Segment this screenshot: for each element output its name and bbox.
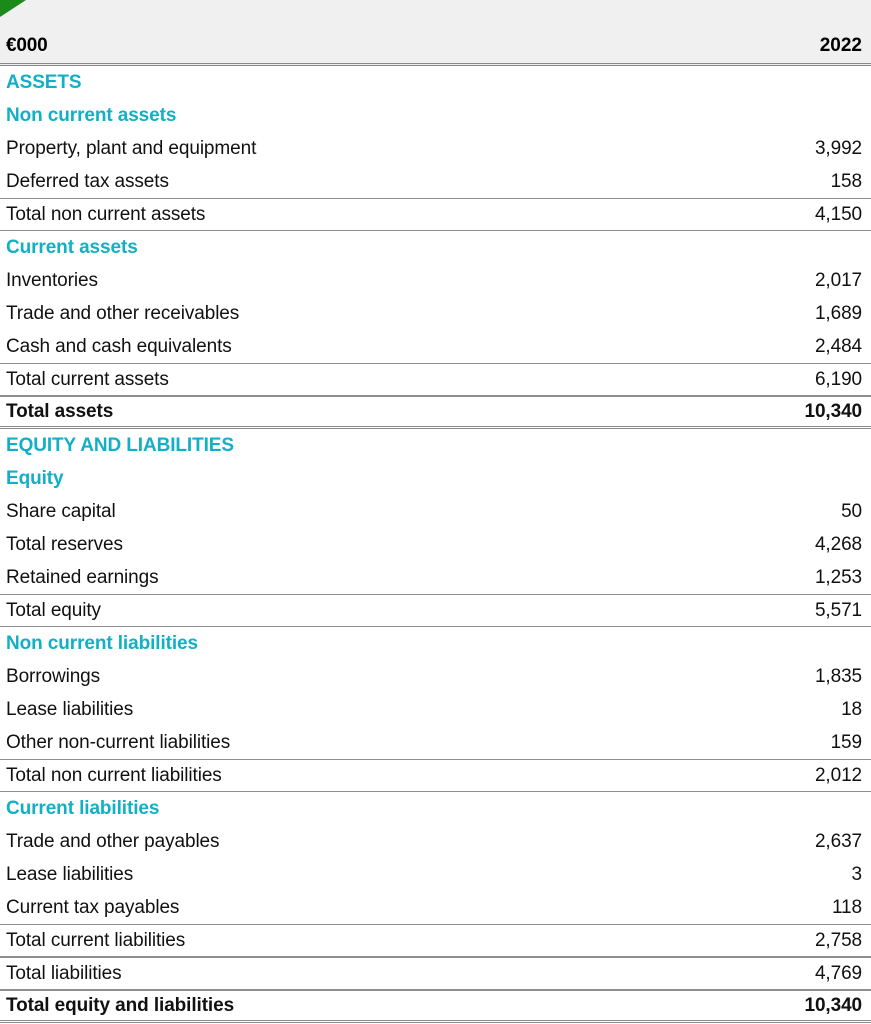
statement-row-lease-liabilities-current xyxy=(0,858,871,891)
row-label: Non current liabilities xyxy=(6,632,198,654)
year-column-header: 2022 xyxy=(819,35,862,56)
green-triangle-marker-icon xyxy=(0,0,26,17)
statement-row-non-current-assets-heading xyxy=(0,99,871,132)
statement-row-total-reserves xyxy=(0,528,871,561)
row-value: 159 xyxy=(830,731,862,753)
row-value: 3,992 xyxy=(814,137,862,159)
row-label: Share capital xyxy=(6,500,116,522)
row-label: Retained earnings xyxy=(6,566,159,588)
row-label: Total reserves xyxy=(6,533,123,555)
statement-row-total-non-current-assets xyxy=(0,198,871,231)
statement-row-assets-heading xyxy=(0,66,871,99)
row-value: 50 xyxy=(841,500,862,522)
row-value: 4,150 xyxy=(814,203,862,225)
row-label: Trade and other receivables xyxy=(6,302,240,324)
statement-row-inventories xyxy=(0,264,871,297)
row-label: Total current liabilities xyxy=(6,929,186,951)
row-value: 4,268 xyxy=(814,533,862,555)
statement-row-retained-earnings xyxy=(0,561,871,594)
row-label: Cash and cash equivalents xyxy=(6,335,232,357)
row-value: 10,340 xyxy=(804,400,862,422)
statement-row-lease-liabilities-non-current xyxy=(0,693,871,726)
row-label: Deferred tax assets xyxy=(6,170,169,192)
row-label: Total assets xyxy=(6,400,114,422)
row-label: Other non-current liabilities xyxy=(6,731,231,753)
row-value: 1,835 xyxy=(814,665,862,687)
row-value: 2,758 xyxy=(814,929,862,951)
row-label: Total equity and liabilities xyxy=(6,994,235,1016)
statement-row-other-non-current-liabilities xyxy=(0,726,871,759)
statement-row-share-capital xyxy=(0,495,871,528)
statement-row-cash-and-cash-equivalents xyxy=(0,330,871,363)
row-value: 158 xyxy=(830,170,862,192)
row-value: 1,253 xyxy=(814,566,862,588)
statement-row-property-plant-equipment xyxy=(0,132,871,165)
row-label: Current assets xyxy=(6,236,138,258)
row-value: 3 xyxy=(851,863,862,885)
row-label: Lease liabilities xyxy=(6,863,134,885)
statement-row-non-current-liabilities-heading xyxy=(0,627,871,660)
row-value: 10,340 xyxy=(804,994,862,1016)
row-value: 118 xyxy=(832,896,862,918)
row-label: Equity xyxy=(6,467,64,489)
row-value: 2,637 xyxy=(814,830,862,852)
row-label: ASSETS xyxy=(6,71,82,93)
balance-sheet-rows xyxy=(0,66,871,1023)
statement-row-current-assets-heading xyxy=(0,231,871,264)
row-label: Total equity xyxy=(6,599,101,621)
row-label: Non current assets xyxy=(6,104,177,126)
statement-row-total-current-assets xyxy=(0,363,871,396)
row-label: Lease liabilities xyxy=(6,698,134,720)
row-value: 5,571 xyxy=(814,599,862,621)
statement-row-trade-other-receivables xyxy=(0,297,871,330)
row-label: EQUITY AND LIABILITIES xyxy=(6,434,234,456)
statement-row-equity-liabilities-heading xyxy=(0,429,871,462)
row-label: Property, plant and equipment xyxy=(6,137,257,159)
statement-row-total-equity-and-liabilities xyxy=(0,990,871,1023)
row-label: Total current assets xyxy=(6,368,169,390)
statement-row-borrowings xyxy=(0,660,871,693)
statement-row-current-liabilities-heading xyxy=(0,792,871,825)
row-label: Current tax payables xyxy=(6,896,180,918)
statement-row-total-non-current-liabilities xyxy=(0,759,871,792)
row-value: 2,017 xyxy=(814,269,862,291)
statement-row-total-current-liabilities xyxy=(0,924,871,957)
statement-row-current-tax-payables xyxy=(0,891,871,924)
row-value: 2,012 xyxy=(814,764,862,786)
statement-row-deferred-tax-assets xyxy=(0,165,871,198)
statement-row-total-equity xyxy=(0,594,871,627)
column-header-row xyxy=(0,29,871,63)
row-value: 2,484 xyxy=(814,335,862,357)
statement-row-equity-heading xyxy=(0,462,871,495)
statement-row-total-assets xyxy=(0,396,871,429)
statement-header-band xyxy=(0,0,871,66)
currency-unit-label: €000 xyxy=(6,35,48,56)
row-label: Trade and other payables xyxy=(6,830,220,852)
row-value: 6,190 xyxy=(814,368,862,390)
row-label: Total non current assets xyxy=(6,203,206,225)
row-label: Borrowings xyxy=(6,665,101,687)
row-value: 18 xyxy=(841,698,862,720)
statement-row-trade-other-payables xyxy=(0,825,871,858)
statement-row-total-liabilities xyxy=(0,957,871,990)
row-value: 4,769 xyxy=(814,962,862,984)
row-value: 1,689 xyxy=(814,302,862,324)
row-label: Inventories xyxy=(6,269,98,291)
row-label: Total non current liabilities xyxy=(6,764,222,786)
row-label: Current liabilities xyxy=(6,797,160,819)
row-label: Total liabilities xyxy=(6,962,122,984)
